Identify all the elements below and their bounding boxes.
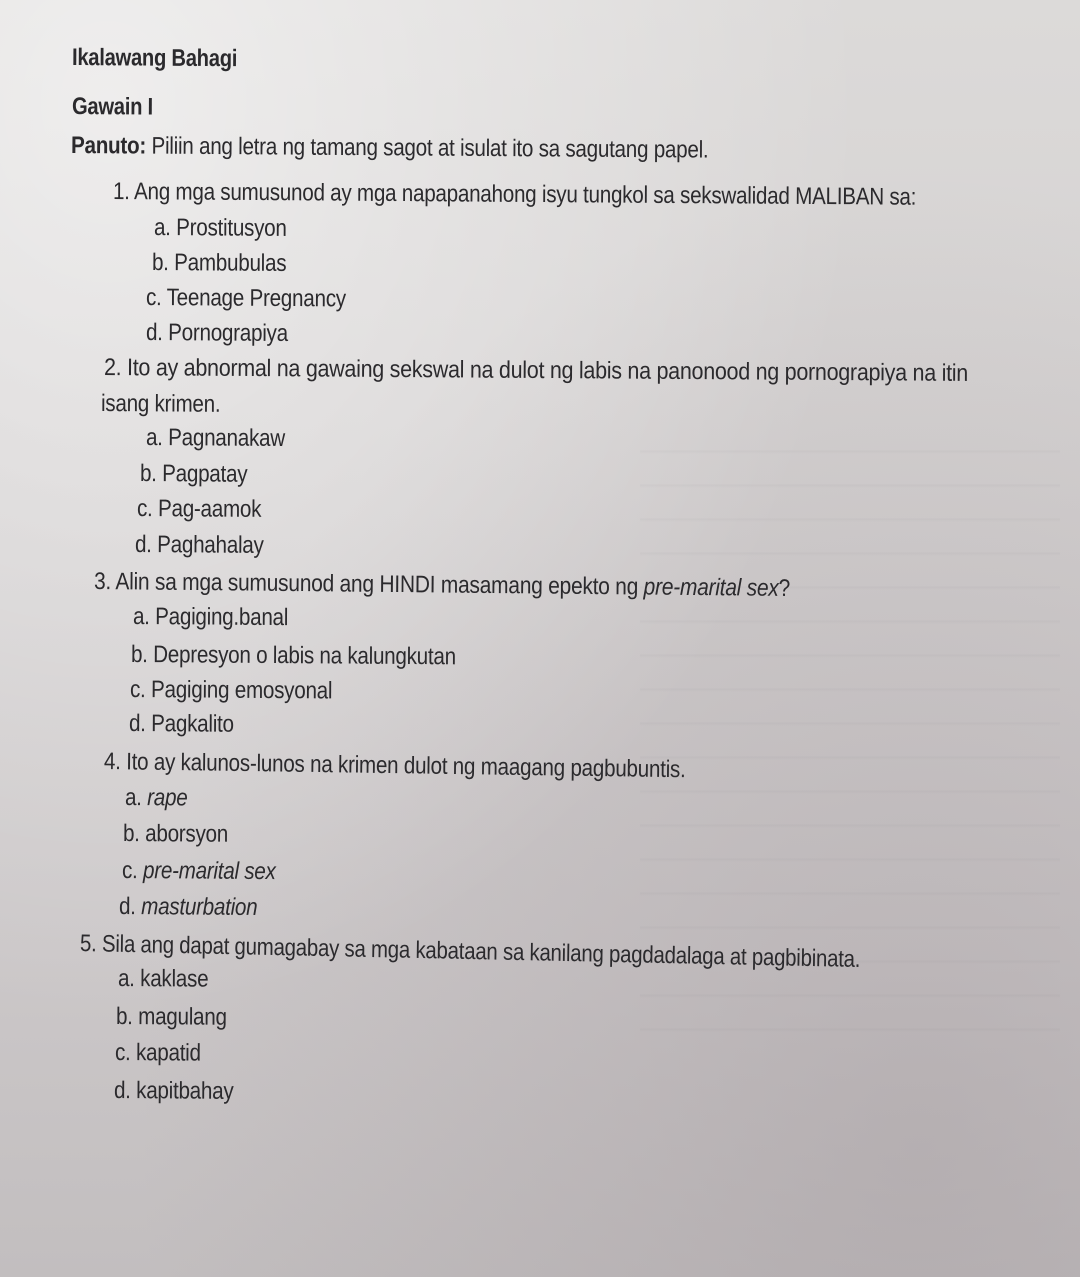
q5-choice-b: b. magulang (115, 1003, 227, 1031)
instructions-text: Piliin ang letra ng tamang sagot at isulat ito sa sagutang papel. (145, 132, 709, 164)
q4-choice-b (123, 820, 228, 849)
q4-choice-d-text: masturbation (141, 893, 258, 921)
q3-choice-d: d. Pagkalito (128, 710, 234, 738)
question-2: 2. Ito ay abnormal na gawaing sekswal na dulot ng labis na panonood ng pornograpiya na itin (103, 354, 969, 387)
q4-choice-c-letter: c. (121, 857, 144, 885)
q4-choice-d-letter: d. (118, 893, 142, 921)
q4-choice-d (119, 893, 258, 922)
activity-heading: Gawain I (71, 93, 153, 121)
q2-choice-a: a. Pagnanakaw (145, 424, 286, 452)
q3-choice-b: b. Depresyon o labis na kalungkutan (130, 641, 456, 671)
question-3-text: 3. Alin sa mga sumusunod ang HINDI masamang epekto ng (93, 568, 644, 601)
question-3-end: ? (778, 574, 791, 602)
q5-choice-c: c. kapatid (114, 1039, 201, 1067)
q4-choice-b-letter: b. (122, 820, 146, 848)
q5-choice-a: a. kaklase (117, 965, 209, 993)
q4-choice-c-text: pre-marital sex (142, 857, 276, 886)
q3-choice-a: a. Pagiging.banal (132, 603, 289, 632)
question-4: 4. Ito ay kalunos-lunos na krimen dulot ng maagang pagbubuntis. (103, 748, 686, 784)
q4-choice-a-text: rape (147, 784, 188, 812)
q3-choice-c: c. Pagiging emosyonal (129, 676, 333, 705)
question-5: 5. Sila ang dapat gumagabay sa mga kabataan sa kanilang pagdadalaga at pagbibinata. (79, 930, 861, 973)
q1-choice-d: d. Pornograpiya (145, 319, 288, 348)
question-2-continued: isang krimen. (100, 390, 221, 418)
q4-choice-a-letter: a. (124, 784, 148, 812)
instructions (71, 132, 709, 165)
q1-choice-c: c. Teenage Pregnancy (145, 284, 346, 313)
q4-choice-c (122, 857, 276, 886)
q4-choice-b-text: aborsyon (145, 820, 229, 848)
q2-choice-b: b. Pagpatay (139, 460, 248, 488)
question-3 (94, 568, 790, 603)
q5-choice-d: d. kapitbahay (113, 1077, 234, 1105)
question-1: 1. Ang mga sumusunod ay mga napapanahong isyu tungkol sa sekswalidad MALIBAN sa: (112, 178, 917, 211)
instructions-label: Panuto: (70, 132, 147, 160)
q2-choice-d: d. Paghahalay (134, 531, 264, 559)
q1-choice-b: b. Pambubulas (151, 249, 287, 277)
question-3-emphasis: pre-marital sex (643, 573, 779, 602)
q1-choice-a: a. Prostitusyon (153, 214, 287, 242)
q2-choice-c: c. Pag-aamok (136, 495, 262, 523)
section-heading: Ikalawang Bahagi (71, 44, 238, 73)
q4-choice-a (125, 784, 188, 812)
